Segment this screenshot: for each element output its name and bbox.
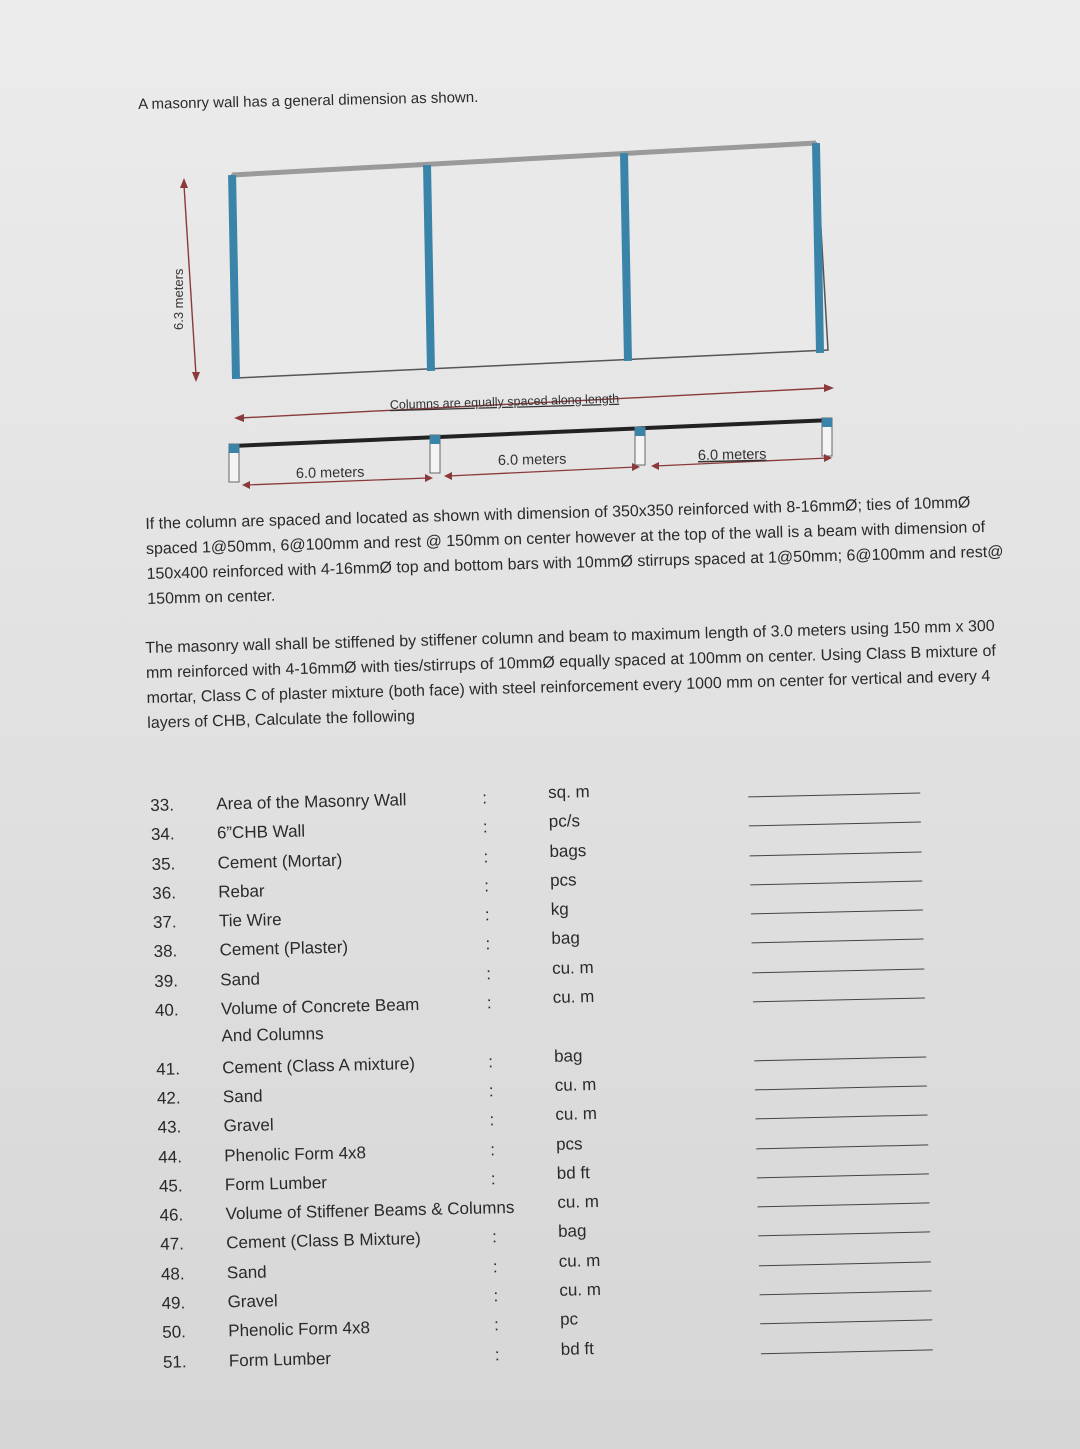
question-label: Cement (Class A mixture) — [222, 1053, 416, 1078]
question-number: 44. — [158, 1146, 183, 1167]
question-unit: pcs — [555, 1133, 583, 1154]
question-unit: cu. m — [552, 987, 595, 1007]
question-unit: pc/s — [548, 811, 581, 832]
question-colon: : — [492, 1256, 498, 1277]
question-colon: : — [485, 934, 491, 954]
answer-blank[interactable] — [760, 1306, 932, 1325]
answer-blank[interactable] — [755, 1101, 927, 1120]
arrow-right-icon — [824, 384, 834, 392]
answer-blank[interactable] — [757, 1159, 929, 1178]
question-colon: : — [489, 1110, 495, 1130]
question-unit: bag — [553, 1045, 583, 1066]
question-number: 46. — [159, 1205, 184, 1226]
question-colon: : — [494, 1344, 500, 1364]
question-label: Form Lumber — [228, 1348, 332, 1370]
answer-blank[interactable] — [753, 984, 925, 1003]
answer-blank[interactable] — [750, 866, 922, 885]
question-number: 49. — [161, 1293, 186, 1313]
question-unit: bd ft — [556, 1162, 591, 1183]
answer-blank[interactable] — [761, 1335, 933, 1354]
question-colon: : — [484, 905, 490, 925]
question-label: Sand — [222, 1086, 263, 1107]
length-dimension — [234, 384, 834, 422]
span-label-1: 6.0 meters — [295, 464, 365, 482]
spacing-note: Columns are equally spaced along length — [389, 391, 620, 412]
question-label: Rebar — [218, 881, 265, 902]
answer-blank[interactable] — [759, 1276, 931, 1295]
question-unit: cu. m — [555, 1104, 598, 1125]
question-unit: bd ft — [560, 1338, 595, 1359]
question-label: And Columns — [221, 1024, 324, 1046]
question-colon: : — [488, 1081, 494, 1101]
answer-blank[interactable] — [749, 837, 921, 856]
question-label: Tie Wire — [218, 910, 282, 931]
question-unit: cu. m — [557, 1192, 600, 1213]
question-unit: bags — [549, 840, 587, 861]
answer-blank[interactable] — [752, 954, 924, 973]
question-colon: : — [493, 1315, 500, 1335]
question-colon: : — [491, 1227, 498, 1247]
wall-diagram — [150, 130, 870, 500]
problem-paragraph-1: If the column are spaced and located as shown with dimension of 350x350 reinforced with 8-16mmØ; ties of 10mmØ spaced 1@50mm, 6@100mm and rest @ 150mm on center however at the top of the wall is a beam with dimension of 150x400 reinforced with 4-16mmØ top and bottom bars with 10mmØ stirrups spaced at 1@50mm; 6@100mm and rest@ 150mm on center. — [145, 494, 1004, 608]
question-colon: : — [493, 1286, 499, 1306]
intro-text: A masonry wall has a general dimension as shown. — [138, 88, 479, 113]
wall-elevation — [228, 143, 828, 379]
question-label: Phenolic Form 4x8 — [228, 1318, 371, 1341]
question-unit: bag — [557, 1221, 587, 1242]
question-number: 48. — [160, 1264, 185, 1284]
question-label: 6”CHB Wall — [216, 821, 306, 843]
question-number: 42. — [156, 1088, 181, 1108]
span-1-arrow-icon — [425, 474, 433, 482]
question-unit: pcs — [549, 870, 577, 890]
question-label: Cement (Class B Mixture) — [226, 1229, 422, 1253]
question-number: 51. — [162, 1351, 187, 1372]
question-label: Phenolic Form 4x8 — [224, 1142, 367, 1165]
plan-column-2 — [430, 435, 440, 444]
answer-blank[interactable] — [748, 779, 920, 798]
question-label: Volume of Concrete Beam — [220, 995, 420, 1019]
span-label-3: 6.0 meters — [697, 446, 767, 464]
answer-blank[interactable] — [755, 1071, 927, 1090]
question-unit: cu. m — [559, 1279, 602, 1300]
span-1-arrow-icon — [242, 481, 250, 489]
question-label: Form Lumber — [224, 1172, 328, 1195]
question-number: 36. — [152, 883, 177, 903]
question-label: Cement (Mortar) — [217, 850, 343, 873]
wall-outline — [232, 143, 828, 378]
answer-blank[interactable] — [754, 1042, 926, 1061]
question-unit: bag — [551, 928, 581, 949]
question-number: 43. — [157, 1117, 182, 1138]
span-2-arrow-icon — [444, 472, 452, 480]
question-colon: : — [483, 846, 489, 867]
question-label: Sand — [220, 969, 261, 990]
height-dimension — [171, 178, 200, 382]
question-label: Gravel — [227, 1291, 278, 1312]
question-unit: cu. m — [554, 1074, 597, 1095]
question-number: 40. — [154, 1000, 179, 1021]
question-number: 38. — [153, 941, 178, 962]
question-colon: : — [482, 817, 488, 837]
plan-column-3 — [635, 427, 645, 436]
arrow-up-icon — [180, 178, 188, 188]
question-colon: : — [489, 1139, 496, 1159]
wall-diagram-svg — [150, 130, 870, 500]
answer-blank[interactable] — [759, 1247, 931, 1266]
question-label: Gravel — [223, 1115, 274, 1136]
question-number: 47. — [160, 1234, 185, 1255]
question-number: 34. — [150, 824, 175, 845]
question-unit: kg — [550, 899, 569, 920]
question-label: Cement (Plaster) — [219, 938, 349, 960]
question-number: 39. — [154, 971, 179, 991]
question-colon: : — [487, 1051, 494, 1072]
question-unit: cu. m — [558, 1250, 601, 1271]
span-label-2: 6.0 meters — [497, 451, 567, 469]
arrow-down-icon — [192, 372, 200, 382]
answer-blank[interactable] — [751, 925, 923, 944]
problem-paragraph-2: The masonry wall shall be stiffened by stiffener column and beam to maximum length of 3.0 meters using 150 mm x 300 mm reinforced with 4-16mmØ with ties/stirrups of 10mmØ equally spaced at 100mm on center. Using Class B mixture of mortar, Class C of plaster mixture (both face) with steel reinforcement every 1000 mm on center for vertical and every 4 layers of CHB, Calculate the following — [145, 617, 997, 732]
answer-blank[interactable] — [757, 1189, 929, 1208]
span-3-arrow-icon — [651, 462, 659, 470]
question-colon: : — [490, 1169, 496, 1189]
question-number: 37. — [152, 912, 177, 933]
question-list — [150, 773, 983, 1377]
question-number: 45. — [158, 1176, 183, 1196]
answer-blank[interactable] — [756, 1130, 928, 1149]
question-colon: : — [485, 964, 492, 984]
question-number: 33. — [150, 795, 175, 815]
answer-blank[interactable] — [751, 896, 923, 915]
height-label: 6.3 meters — [171, 268, 186, 330]
arrow-left-icon — [234, 414, 244, 422]
question-number: 35. — [151, 854, 176, 874]
wall-plan — [229, 418, 832, 489]
question-colon: : — [483, 876, 490, 896]
question-label: Sand — [226, 1262, 267, 1283]
question-unit: sq. m — [547, 782, 590, 802]
question-colon: : — [482, 788, 488, 808]
question-number: 50. — [162, 1322, 187, 1343]
plan-column-4 — [822, 418, 832, 427]
plan-column-1 — [229, 444, 239, 453]
plan-wall-line — [232, 420, 832, 446]
answer-blank[interactable] — [758, 1218, 930, 1237]
question-number: 41. — [156, 1059, 181, 1079]
question-label: Volume of Stiffener Beams & Columns — [225, 1197, 515, 1224]
question-unit: cu. m — [551, 957, 594, 978]
answer-blank[interactable] — [749, 808, 921, 827]
question-label: Area of the Masonry Wall — [216, 790, 407, 814]
question-colon: : — [486, 993, 492, 1013]
question-unit: pc — [559, 1309, 579, 1330]
